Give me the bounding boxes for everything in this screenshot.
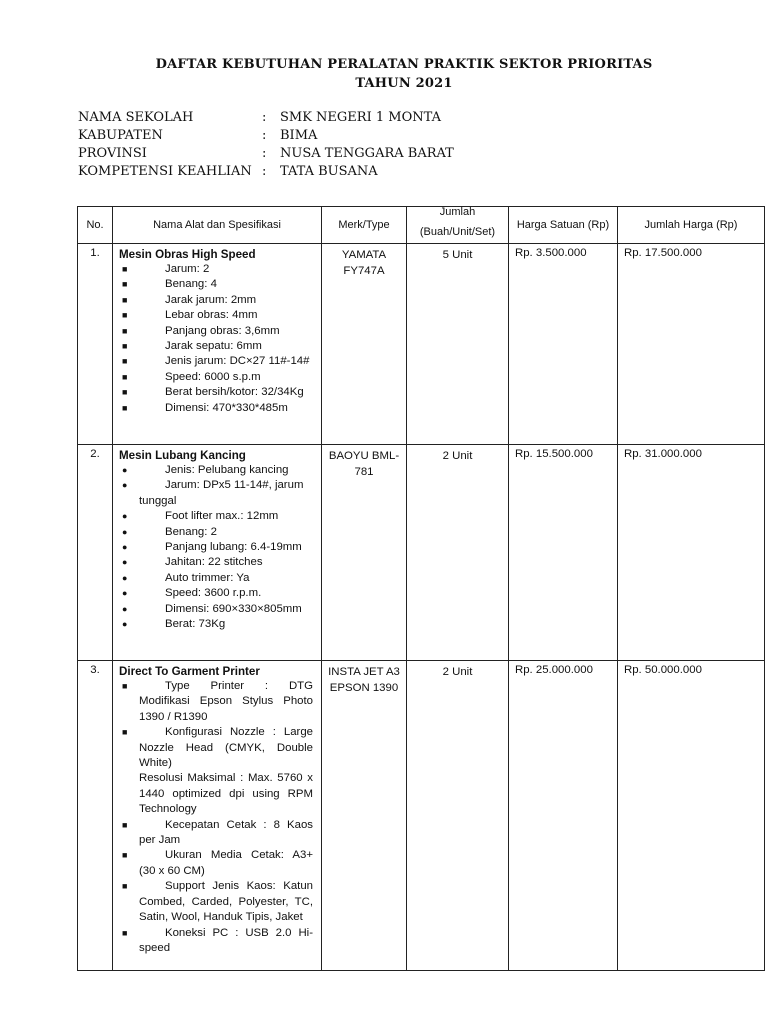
info-label: PROVINSI <box>78 146 147 161</box>
list-item <box>119 879 313 925</box>
bullet-icon: ■ <box>122 681 128 691</box>
spec-text-wrap: tunggal <box>139 494 177 507</box>
bullet-icon: ● <box>122 572 128 583</box>
list-item <box>119 370 316 385</box>
header-jumlah-line2: (Buah/Unit/Set) <box>419 226 496 238</box>
list-item <box>119 293 316 308</box>
list-item <box>119 848 313 879</box>
list-item <box>119 308 316 323</box>
list-item <box>119 555 316 570</box>
spec-text: Type Printer : DTG Modifikasi Epson Stylus Photo 1390 / R1390 <box>139 680 313 723</box>
bullet-icon: ● <box>122 542 128 553</box>
row-no: 1. <box>78 244 113 445</box>
spec-list <box>119 463 316 632</box>
spec-text: Dimensi: 690×330×805mm <box>165 602 302 615</box>
list-item <box>119 401 316 416</box>
list-item <box>119 339 316 354</box>
row-jumlah-harga: Rp. 31.000.000 <box>618 445 765 661</box>
info-sep: : <box>262 110 267 125</box>
list-item <box>119 478 316 493</box>
row-no: 3. <box>78 661 113 971</box>
spec-text: Koneksi PC : USB 2.0 Hi-speed <box>139 926 313 954</box>
info-row-school <box>78 109 454 127</box>
bullet-icon: ■ <box>122 325 128 336</box>
list-item <box>119 617 316 632</box>
bullet-icon: ■ <box>122 402 128 413</box>
bullet-icon: ● <box>122 603 128 614</box>
spec-text: Konfigurasi Nozzle : Large Nozzle Head (CMYK, Double White) <box>139 726 313 770</box>
list-item <box>119 277 316 292</box>
row-spec-cell <box>113 445 322 661</box>
bullet-icon: ● <box>122 526 128 537</box>
spec-text: Foot lifter max.: 12mm <box>165 510 279 523</box>
document-year: TAHUN 2021 <box>355 76 453 91</box>
bullet-icon: ■ <box>122 310 128 321</box>
table-row <box>78 445 765 661</box>
merk-line1: YAMATA <box>341 249 387 261</box>
info-row-provinsi <box>78 145 454 163</box>
item-name: Direct To Garment Printer <box>119 665 260 678</box>
list-item <box>119 602 316 617</box>
bullet-icon: ■ <box>122 850 128 861</box>
header-jumlah-line1: Jumlah <box>439 206 476 218</box>
spec-list <box>119 262 316 416</box>
info-label: KABUPATEN <box>78 128 163 143</box>
merk-line2: FY747A <box>343 265 385 277</box>
bullet-icon: ■ <box>122 371 128 382</box>
row-harga-satuan: Rp. 3.500.000 <box>509 244 618 445</box>
bullet-icon: ■ <box>122 927 128 938</box>
row-jumlah: 2 Unit <box>407 661 509 971</box>
info-sep: : <box>262 164 267 179</box>
spec-text: Benang: 2 <box>165 525 217 538</box>
spec-text: Support Jenis Kaos: Katun Combed, Carded, Polyester, TC, Satin, Wool, Handuk Tipis, Jaket <box>139 880 313 924</box>
bullet-icon: ■ <box>122 356 128 367</box>
item-name: Mesin Obras High Speed <box>119 248 256 261</box>
list-item <box>119 525 316 540</box>
list-item <box>119 571 316 586</box>
merk-line2: 781 <box>354 466 374 478</box>
bullet-icon: ■ <box>122 264 128 274</box>
info-label: NAMA SEKOLAH <box>78 110 194 125</box>
row-jumlah-harga: Rp. 17.500.000 <box>618 244 765 445</box>
row-no: 2. <box>78 445 113 661</box>
spec-list <box>119 679 313 956</box>
spec-text: Berat bersih/kotor: 32/34Kg <box>165 386 304 399</box>
spec-text: Jarak jarum: 2mm <box>165 293 257 306</box>
merk-line1: INSTA JET A3 <box>328 666 400 678</box>
bullet-icon: ■ <box>122 881 128 892</box>
bullet-icon: ■ <box>122 279 128 290</box>
bullet-icon: ● <box>122 465 128 475</box>
table-header-row <box>78 207 765 244</box>
item-name: Mesin Lubang Kancing <box>119 449 246 462</box>
spec-text: Jenis jarum: DC×27 11#-14# <box>165 355 310 368</box>
list-item <box>119 679 313 725</box>
spec-text: Speed: 3600 r.p.m. <box>165 587 262 600</box>
header-no: No. <box>78 207 113 244</box>
spec-text: Jarum: DPx5 11-14#, jarum <box>165 479 304 492</box>
bullet-icon: ■ <box>122 387 128 398</box>
row-harga-satuan: Rp. 15.500.000 <box>509 445 618 661</box>
row-harga-satuan: Rp. 25.000.000 <box>509 661 618 971</box>
info-label: KOMPETENSI KEAHLIAN <box>78 164 252 179</box>
row-spec-cell <box>113 244 322 445</box>
spec-text: Benang: 4 <box>165 278 217 291</box>
list-item <box>119 324 316 339</box>
merk-line1: BAOYU BML- <box>328 450 400 462</box>
bullet-icon: ● <box>122 557 128 568</box>
table-row <box>78 661 765 971</box>
row-jumlah: 5 Unit <box>407 244 509 445</box>
header-jumlah-harga: Jumlah Harga (Rp) <box>618 207 765 244</box>
list-item <box>119 586 316 601</box>
bullet-icon: ■ <box>122 819 128 830</box>
row-merk <box>322 244 407 445</box>
info-value: SMK NEGERI 1 MONTA <box>280 110 441 125</box>
school-info <box>78 109 454 181</box>
bullet-icon: ● <box>122 588 128 599</box>
info-value: NUSA TENGGARA BARAT <box>280 146 454 161</box>
table-row <box>78 244 765 445</box>
spec-text: Jahitan: 22 stitches <box>165 556 263 569</box>
spec-text: Lebar obras: 4mm <box>165 309 258 322</box>
bullet-icon: ■ <box>122 727 128 738</box>
list-item <box>119 354 316 369</box>
header-merk: Merk/Type <box>322 207 407 244</box>
list-item <box>119 725 313 771</box>
spec-text: Kecepatan Cetak : 8 Kaos per Jam <box>139 818 313 847</box>
spec-text: Panjang lubang: 6.4-19mm <box>165 541 302 554</box>
info-value: TATA BUSANA <box>280 164 378 179</box>
merk-line2: EPSON 1390 <box>329 682 399 694</box>
bullet-icon: ● <box>122 480 128 491</box>
info-sep: : <box>262 146 267 161</box>
list-item <box>119 926 313 957</box>
bullet-icon: ● <box>122 619 128 630</box>
row-jumlah: 2 Unit <box>407 445 509 661</box>
list-item <box>119 262 316 277</box>
bullet-icon: ● <box>122 511 128 522</box>
list-item-continuation <box>119 771 313 817</box>
row-jumlah-harga: Rp. 50.000.000 <box>618 661 765 971</box>
bullet-icon: ■ <box>122 341 128 352</box>
header-jumlah <box>407 207 509 244</box>
spec-text: Berat: 73Kg <box>165 618 226 631</box>
spec-text: Auto trimmer: Ya <box>165 571 250 584</box>
row-spec-cell <box>113 661 322 971</box>
info-row-kabupaten <box>78 127 454 145</box>
spec-text: Speed: 6000 s.p.m <box>165 370 261 383</box>
spec-text: Jarak sepatu: 6mm <box>165 340 262 353</box>
bullet-icon: ■ <box>122 294 128 305</box>
info-sep: : <box>262 128 267 143</box>
spec-text: Jenis: Pelubang kancing <box>165 464 289 476</box>
header-harga-satuan: Harga Satuan (Rp) <box>509 207 618 244</box>
spec-text: Ukuran Media Cetak: A3+ (30 x 60 CM) <box>139 849 313 877</box>
list-item-continuation <box>119 494 316 509</box>
list-item <box>119 818 313 849</box>
spec-text: Jarum: 2 <box>165 263 210 275</box>
document-title: DAFTAR KEBUTUHAN PERALATAN PRAKTIK SEKTOR PRIORITAS <box>155 57 653 72</box>
spec-text-extra: Resolusi Maksimal : Max. 5760 x 1440 optimized dpi using RPM Technology <box>139 772 313 816</box>
spec-text: Panjang obras: 3,6mm <box>165 324 280 337</box>
row-merk <box>322 445 407 661</box>
spec-text: Dimensi: 470*330*485m <box>165 401 288 414</box>
row-merk <box>322 661 407 971</box>
list-item <box>119 540 316 555</box>
equipment-table <box>77 206 765 971</box>
list-item <box>119 463 316 478</box>
info-value: BIMA <box>280 128 318 143</box>
list-item <box>119 509 316 524</box>
header-name: Nama Alat dan Spesifikasi <box>113 207 322 244</box>
info-row-kompetensi <box>78 163 454 181</box>
list-item <box>119 385 316 400</box>
